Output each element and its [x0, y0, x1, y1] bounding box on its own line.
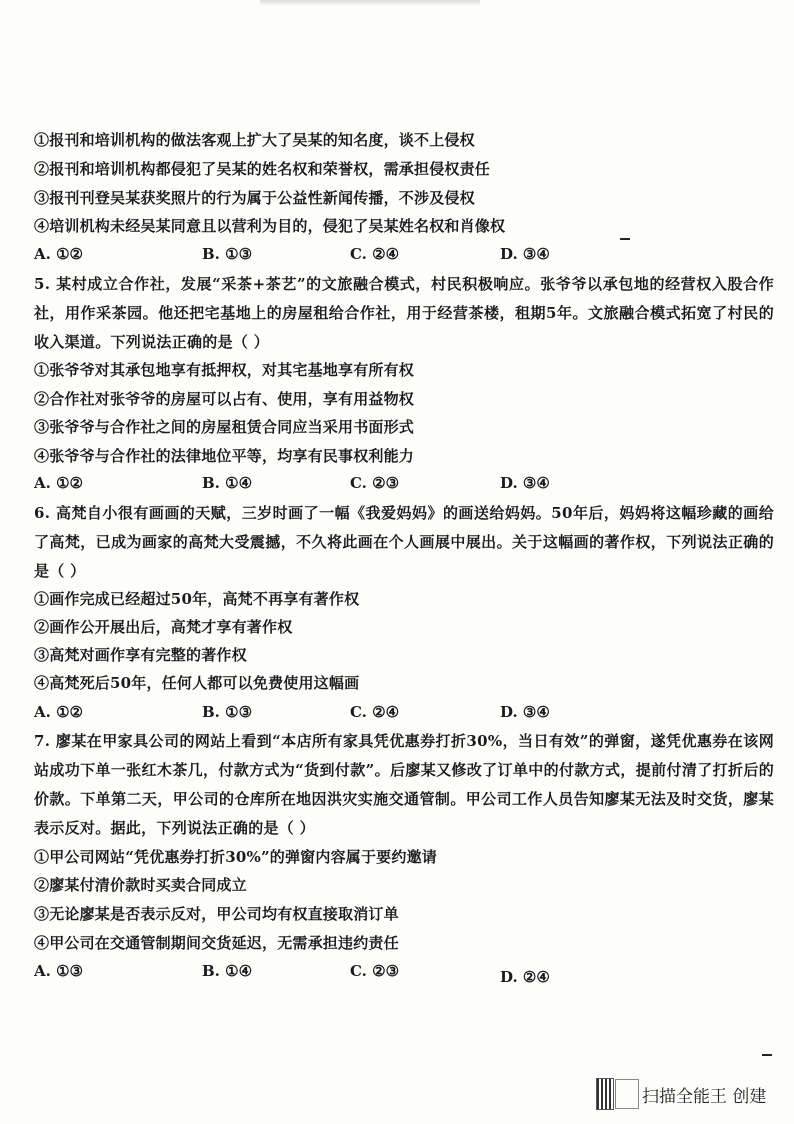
q4-item-2: ②报刊和培训机构都侵犯了吴某的姓名权和荣誉权，需承担侵权责任 [34, 160, 491, 178]
q6-option-a: A. ①② [34, 703, 83, 721]
scan-mark-bottom [762, 1054, 772, 1056]
q7-option-d: D. ②④ [500, 968, 550, 986]
q5-item-3: ③张爷爷与合作社之间的房屋租赁合同应当采用书面形式 [34, 418, 415, 436]
q7-item-3: ③无论廖某是否表示反对，甲公司均有权直接取消订单 [34, 905, 399, 923]
q5-item-4: ④张爷爷与合作社的法律地位平等，均享有民事权利能力 [34, 447, 415, 465]
q6-option-c: C. ②④ [350, 703, 400, 721]
q7-option-b: B. ①④ [202, 962, 253, 980]
q4-option-c: C. ②④ [350, 245, 400, 263]
q5-stem: 5. 某村成立合作社，发展“采茶+茶艺”的文旅融合模式，村民积极响应。张爷爷以承包地的经营权入股合作社，用作采茶园。他还把宅基地上的房屋租给合作社，用于经营茶楼，租期5年。文旅融合模式拓宽了村民的收入渠道。下列说法正确的是（ ） [34, 275, 774, 351]
q6-options [34, 703, 774, 725]
q4-option-d: D. ③④ [500, 245, 550, 263]
q7-options [34, 962, 774, 984]
q6-option-d: D. ③④ [500, 703, 550, 721]
q5-item-2: ②合作社对张爷爷的房屋可以占有、使用，享有用益物权 [34, 390, 415, 408]
scanner-logo [615, 1079, 639, 1109]
q6-stem: 6. 高梵自小很有画画的天赋，三岁时画了一幅《我爱妈妈》的画送给妈妈。50年后，妈妈将这幅珍藏的画给了高梵，已成为画家的高梵大受震撼，不久将此画在个人画展中展出。关于这幅画的著作权，下列说法正确的是（ ） [34, 504, 774, 580]
q6-item-1: ①画作完成已经超过50年，高梵不再享有著作权 [34, 590, 360, 608]
q7-stem: 7. 廖某在甲家具公司的网站上看到“本店所有家具凭优惠券打折30%，当日有效”的弹窗，遂凭优惠券在该网站成功下单一张红木茶几，付款方式为“货到付款”。后廖某又修改了订单中的付款方式，提前付清了打折后的价款。下单第二天，甲公司的仓库所在地因洪灾实施交通管制。甲公司工作人员告知廖某无法及时交货，廖某表示反对。据此，下列说法正确的是（ ） [34, 732, 774, 837]
q5-option-b: B. ①④ [202, 474, 253, 492]
scanner-brand-text: 扫描全能王 创建 [642, 1087, 767, 1107]
q5-option-d: D. ③④ [500, 474, 550, 492]
qr-code-icon [596, 1078, 614, 1110]
q4-item-4: ④培训机构未经吴某同意且以营利为目的，侵犯了吴某姓名权和肖像权 [34, 217, 506, 235]
q4-item-3: ③报刊刊登吴某获奖照片的行为属于公益性新闻传播，不涉及侵权 [34, 189, 475, 207]
q4-option-a: A. ①② [34, 245, 83, 263]
q6-option-b: B. ①③ [202, 703, 253, 721]
q7-item-1: ①甲公司网站“凭优惠券打折30%”的弹窗内容属于要约邀请 [34, 848, 437, 866]
q6-item-4: ④高梵死后50年，任何人都可以免费使用这幅画 [34, 674, 360, 692]
q7-item-2: ②廖某付清价款时买卖合同成立 [34, 876, 247, 894]
q5-option-c: C. ②③ [350, 474, 400, 492]
q7-item-4: ④甲公司在交通管制期间交货延迟，无需承担违约责任 [34, 934, 399, 952]
scan-smudge [260, 0, 480, 6]
q5-item-1: ①张爷爷对其承包地享有抵押权，对其宅基地享有所有权 [34, 361, 415, 379]
scan-mark [620, 238, 630, 240]
q6-item-3: ③高梵对画作享有完整的著作权 [34, 646, 247, 664]
q6-item-2: ②画作公开展出后，高梵才享有著作权 [34, 618, 293, 636]
q4-options [34, 245, 774, 267]
q4-option-b: B. ①③ [202, 245, 253, 263]
q5-option-a: A. ①② [34, 474, 83, 492]
q7-option-a: A. ①③ [34, 962, 83, 980]
q4-item-1: ①报刊和培训机构的做法客观上扩大了吴某的知名度，谈不上侵权 [34, 131, 475, 149]
q7-option-c: C. ②③ [350, 962, 400, 980]
q5-options [34, 474, 774, 496]
